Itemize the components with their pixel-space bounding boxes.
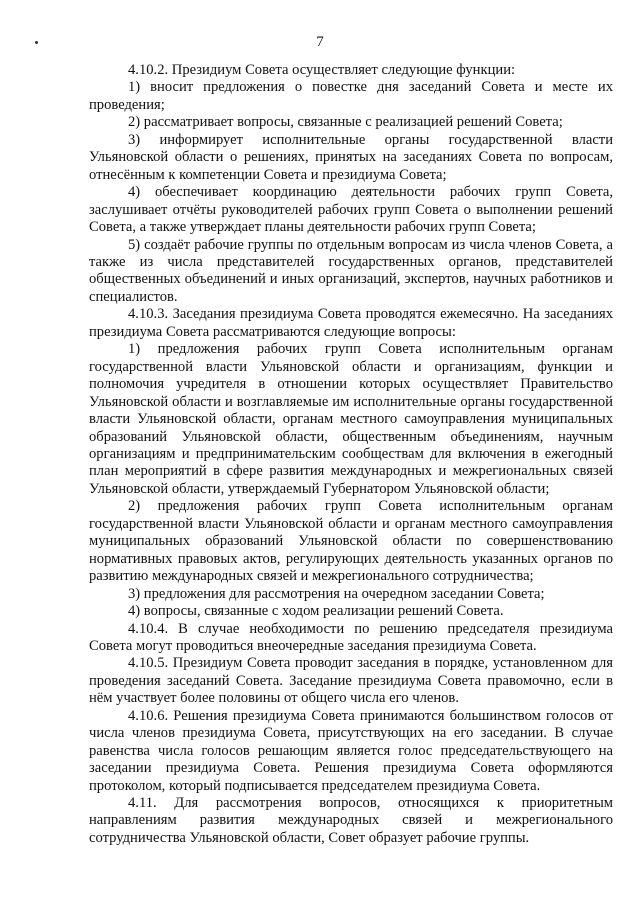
- list-item-1: 1) вносит предложения о повестке дня заседаний Совета и месте их проведения;: [89, 79, 613, 113]
- document-body: [89, 62, 613, 847]
- list-item-3: 3) информирует исполнительные органы государственной власти Ульяновской области о решениях, принятых на заседаниях Совета по вопросам, отнесённым к компетенции Совета и президиума Совета;: [89, 131, 613, 183]
- paragraph-4-10-3: 4.10.3. Заседания президиума Совета проводятся ежемесячно. На заседаниях президиума Совета рассматриваются следующие вопросы:: [89, 306, 613, 340]
- paragraph-4-10-2: 4.10.2. Президиум Совета осуществляет следующие функции:: [128, 62, 516, 78]
- paragraph-4-10-5: 4.10.5. Президиум Совета проводит заседания в порядке, установленном для проведения заседаний Совета. Заседание президиума Совета правомочно, если в нём участвует более половины от общего числа его членов.: [89, 655, 613, 707]
- page-number: 7: [316, 34, 324, 50]
- paragraph-4-10-6: 4.10.6. Решения президиума Совета принимаются большинством голосов от числа членов президиума Совета, присутствующих на его заседании. В случае равенства числа голосов решающим является голос председательствующего на заседании президиума Совета. Решения президиума Совета оформляются протоколом, который подписывается председателем президиума Совета.: [89, 707, 613, 794]
- paragraph-4-11: 4.11. Для рассмотрения вопросов, относящихся к приоритетным направлениям развития международных связей и межрегионального сотрудничества Ульяновской области, Совет образует рабочие группы.: [89, 795, 613, 846]
- list-item-3: 3) предложения для рассмотрения на очередном заседании Совета;: [128, 585, 545, 602]
- list-item-2: 2) предложения рабочих групп Совета исполнительным органам государственной власти Ульяновской области и органам местного самоуправления муниципальных образований Ульяновской области по совершенствованию нормативных правовых актов, регулирующих деятельность указанных органов по развитию международных связей и межрегионального сотрудничества;: [89, 498, 613, 585]
- list-item-2: 2) рассматривает вопросы, связанные с реализацией решений Совета;: [128, 114, 563, 131]
- list-item-4: 4) вопросы, связанные с ходом реализации решений Совета.: [128, 603, 504, 620]
- list-item-5: 5) создаёт рабочие группы по отдельным вопросам из числа членов Совета, а также из числа представителей государственных органов, представителей общественных объединений и иных организаций, экспертов, научных работников и специалистов.: [89, 236, 613, 305]
- list-item-4: 4) обеспечивает координацию деятельности рабочих групп Совета, заслушивает отчёты руководителей рабочих групп Совета о выполнении решений Совета, а также утверждает планы деятельности рабочих групп Совета;: [89, 184, 613, 236]
- list-item-1: 1) предложения рабочих групп Совета исполнительным органам государственной власти Ульяновской области и организациям, функции и полномочия учредителя в отношении которых осуществляет Правительство Ульяновской области и возглавляемые им исполнительные органы государственной власти Ульяновской области, органам местного самоуправления муниципальных образований Ульяновской области, общественным объединениям, научным организациям и предпринимательским сообществам для включения в ежегодный план мероприятий в сфере развития международных и межрегиональных связей Ульяновской области, утверждаемый Губернатором Ульяновской области;: [89, 341, 613, 497]
- paragraph-4-10-4: 4.10.4. В случае необходимости по решению председателя президиума Совета могут проводиться внеочередные заседания президиума Совета.: [89, 620, 613, 654]
